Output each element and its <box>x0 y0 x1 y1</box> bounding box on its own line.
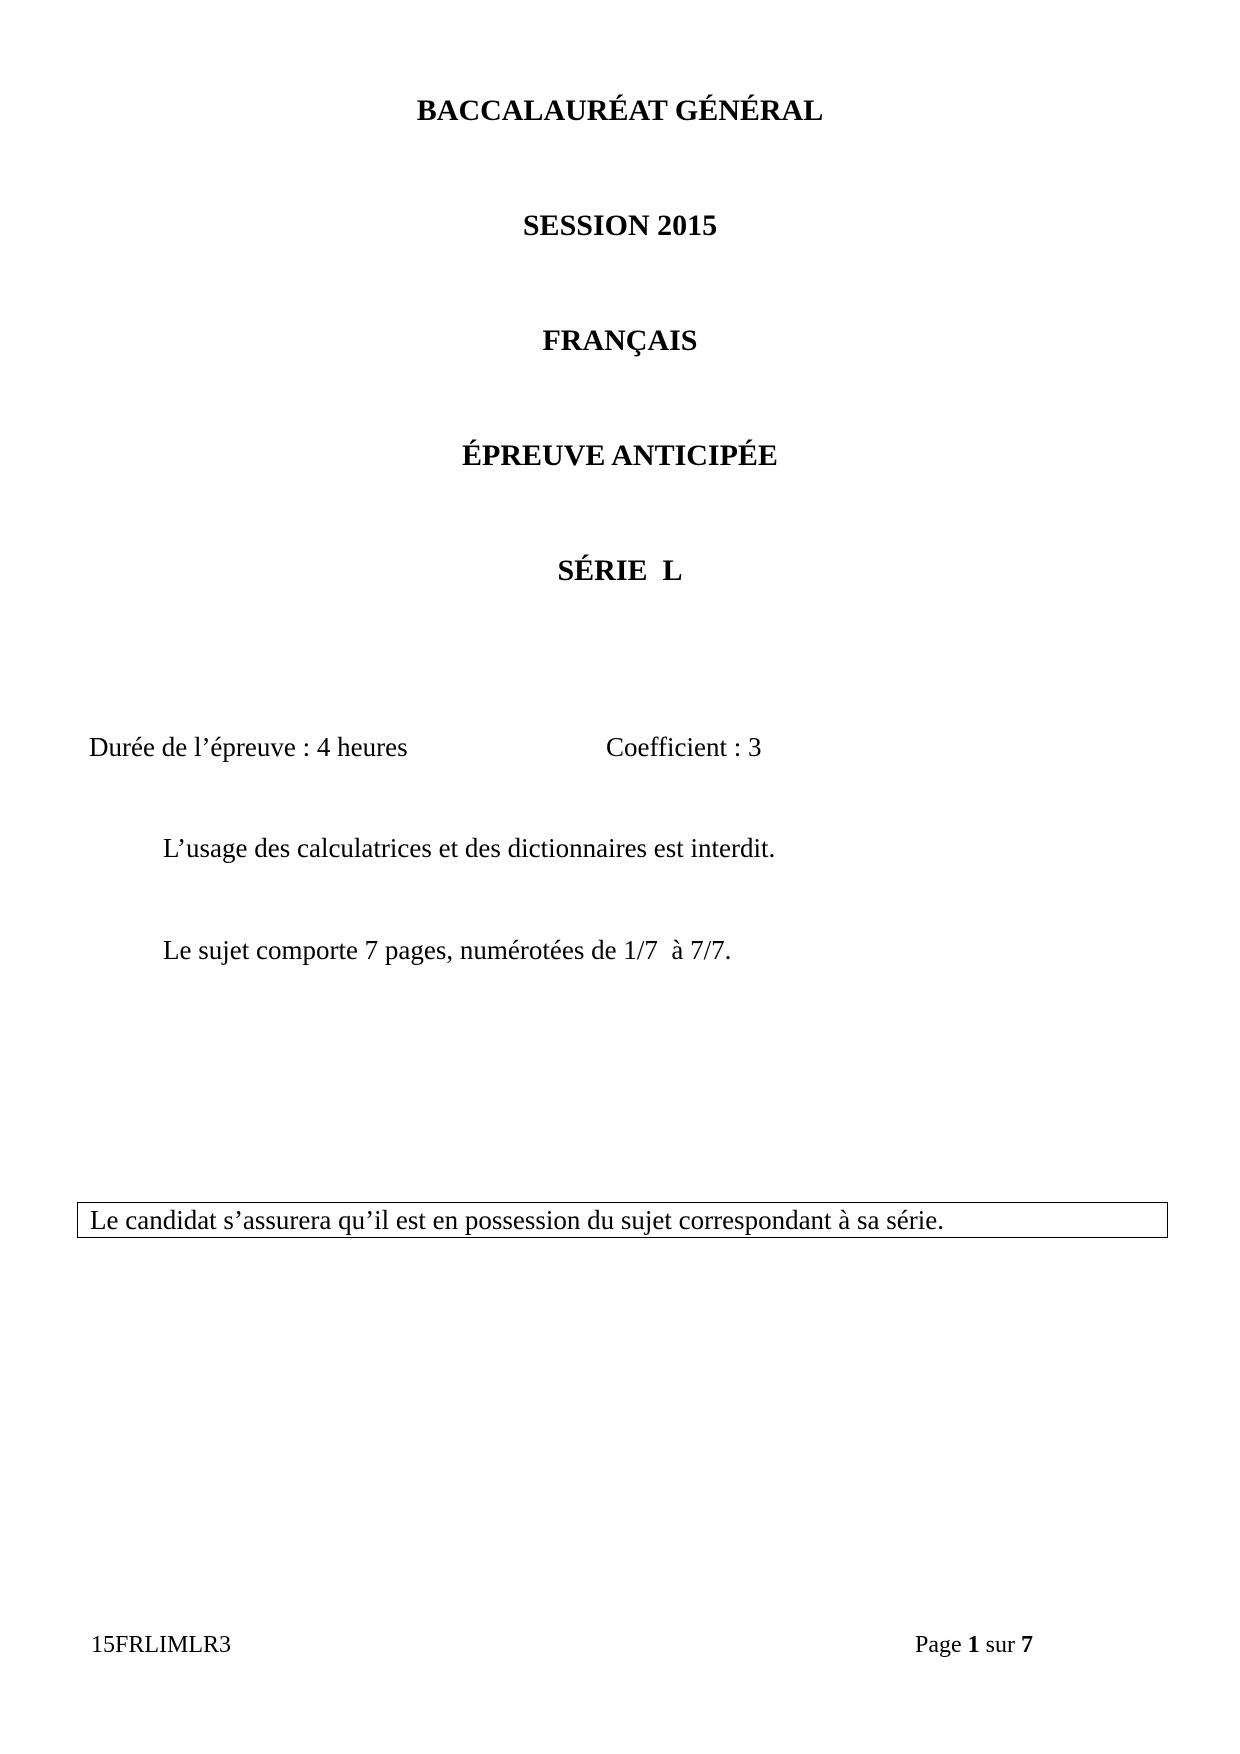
series-notice-box <box>77 1202 1168 1238</box>
footer-document-code: 15FRLIMLR3 <box>91 1632 232 1658</box>
exam-type-heading: ÉPREUVE ANTICIPÉE <box>462 439 778 472</box>
footer-page-current: 1 <box>967 1632 980 1658</box>
footer-page-total: 7 <box>1021 1632 1033 1658</box>
subject-heading: FRANÇAIS <box>542 324 698 357</box>
exam-coefficient: Coefficient : 3 <box>606 732 762 762</box>
series-heading: SÉRIE L <box>557 554 683 587</box>
footer-page-number <box>915 1631 1033 1659</box>
session-heading: SESSION 2015 <box>522 209 718 242</box>
pages-instruction: Le sujet comporte 7 pages, numérotées de 1/7 à 7/7. <box>163 935 732 965</box>
footer-page-middle: sur <box>979 1632 1021 1658</box>
series-notice-text: Le candidat s’assurera qu’il est en possession du sujet correspondant à sa série. <box>90 1205 944 1235</box>
exam-title: BACCALAURÉAT GÉNÉRAL <box>416 94 824 127</box>
exam-duration: Durée de l’épreuve : 4 heures <box>89 732 408 762</box>
calculator-instruction: L’usage des calculatrices et des dictionnaires est interdit. <box>163 833 776 863</box>
footer-page-prefix: Page <box>915 1632 968 1658</box>
